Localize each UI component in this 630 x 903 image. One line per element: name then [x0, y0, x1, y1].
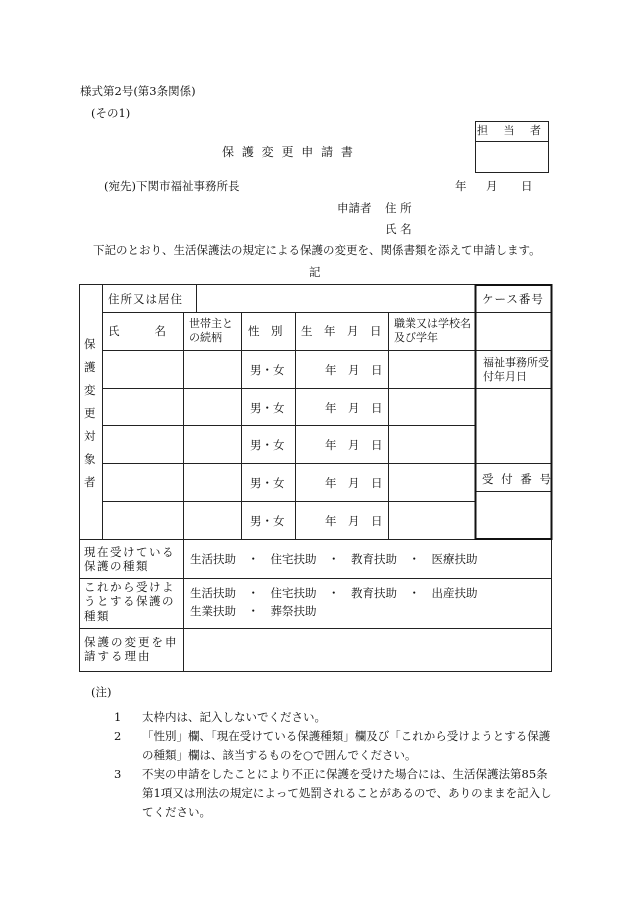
date-month: 月 — [486, 179, 498, 193]
note-item — [95, 708, 555, 727]
date-day: 日 — [521, 179, 533, 193]
change-reason-label: 保護の変更を申請する理由 — [84, 635, 179, 664]
staff-box-label: 担 当 者 — [476, 122, 548, 142]
current-assistance-label: 現在受けている保護の種類 — [84, 545, 175, 574]
addressee: (宛先)下関市福祉事務所長 — [104, 179, 240, 193]
applicant-name-label: 氏 名 — [385, 222, 412, 236]
sub-number: (その1) — [91, 106, 131, 120]
col-header-occupation: 職業又は学校名及び学年 — [394, 317, 471, 344]
col-header-birthdate: 生 年 月 日 — [301, 324, 382, 338]
gender-option: 男・女 — [250, 438, 285, 452]
future-assistance-options: 生業扶助 ・ 葬祭扶助 — [190, 604, 317, 618]
case-number-label: ケース番号 — [482, 292, 544, 306]
future-assistance-label: これから受けようとする保護の種類 — [84, 580, 175, 623]
reception-date-label: 福祉事務所受付年月日 — [483, 356, 549, 383]
col-header-gender: 性 別 — [248, 324, 283, 338]
gender-option: 男・女 — [250, 363, 285, 377]
target-persons-label: 保護変更対象者 — [84, 337, 96, 489]
col-header-name: 氏 名 — [108, 324, 170, 338]
col-header-relation: 世帯主との続柄 — [189, 317, 233, 344]
birthdate-field: 年 月 日 — [325, 476, 383, 490]
gender-option: 男・女 — [250, 476, 285, 490]
note-text: 太枠内は、記入しないでください。 — [142, 710, 326, 724]
note-item — [95, 765, 555, 822]
note-text: 不実の申請をしたことにより不正に保護を受けた場合には、生活保護法第85条第1項又は刑法の規定によって処罰されることがあるので、ありのままを記入してください。 — [142, 767, 552, 819]
reception-number-label: 受 付 番 号 — [482, 472, 553, 486]
notes-list — [95, 708, 555, 822]
current-assistance-options: 生活扶助 ・ 住宅扶助 ・ 教育扶助 ・ 医療扶助 — [190, 552, 478, 566]
applicant-label: 申請者 — [337, 201, 372, 215]
future-assistance-options: 生活扶助 ・ 住宅扶助 ・ 教育扶助 ・ 出産扶助 — [190, 586, 478, 600]
birthdate-field: 年 月 日 — [325, 363, 383, 377]
gender-option: 男・女 — [250, 514, 285, 528]
birthdate-field: 年 月 日 — [325, 438, 383, 452]
page-title: 保 護 変 更 申 請 書 — [222, 145, 355, 159]
birthdate-field: 年 月 日 — [325, 514, 383, 528]
note-text: 「性別」欄、「現在受けている保護種類」欄及び「これから受けようとする保護の種類」欄は、該当するものを○で囲んでください。 — [142, 729, 551, 762]
form-number: 様式第2号(第3条関係) — [80, 84, 196, 98]
address-label: 住所又は居住 — [108, 292, 183, 306]
intro-text: 下記のとおり、生活保護法の規定による保護の変更を、関係書類を添えて申請します。 — [93, 243, 541, 257]
applicant-address-label: 住 所 — [385, 201, 412, 215]
note-item — [95, 727, 555, 765]
gender-option: 男・女 — [250, 401, 285, 415]
note-number: 1 — [114, 710, 122, 724]
date-year: 年 — [455, 179, 467, 193]
note-number: 3 — [114, 767, 122, 781]
notes-heading: (注) — [91, 685, 112, 699]
birthdate-field: 年 月 日 — [325, 401, 383, 415]
note-number: 2 — [114, 729, 122, 743]
ki-label: 記 — [309, 265, 321, 279]
